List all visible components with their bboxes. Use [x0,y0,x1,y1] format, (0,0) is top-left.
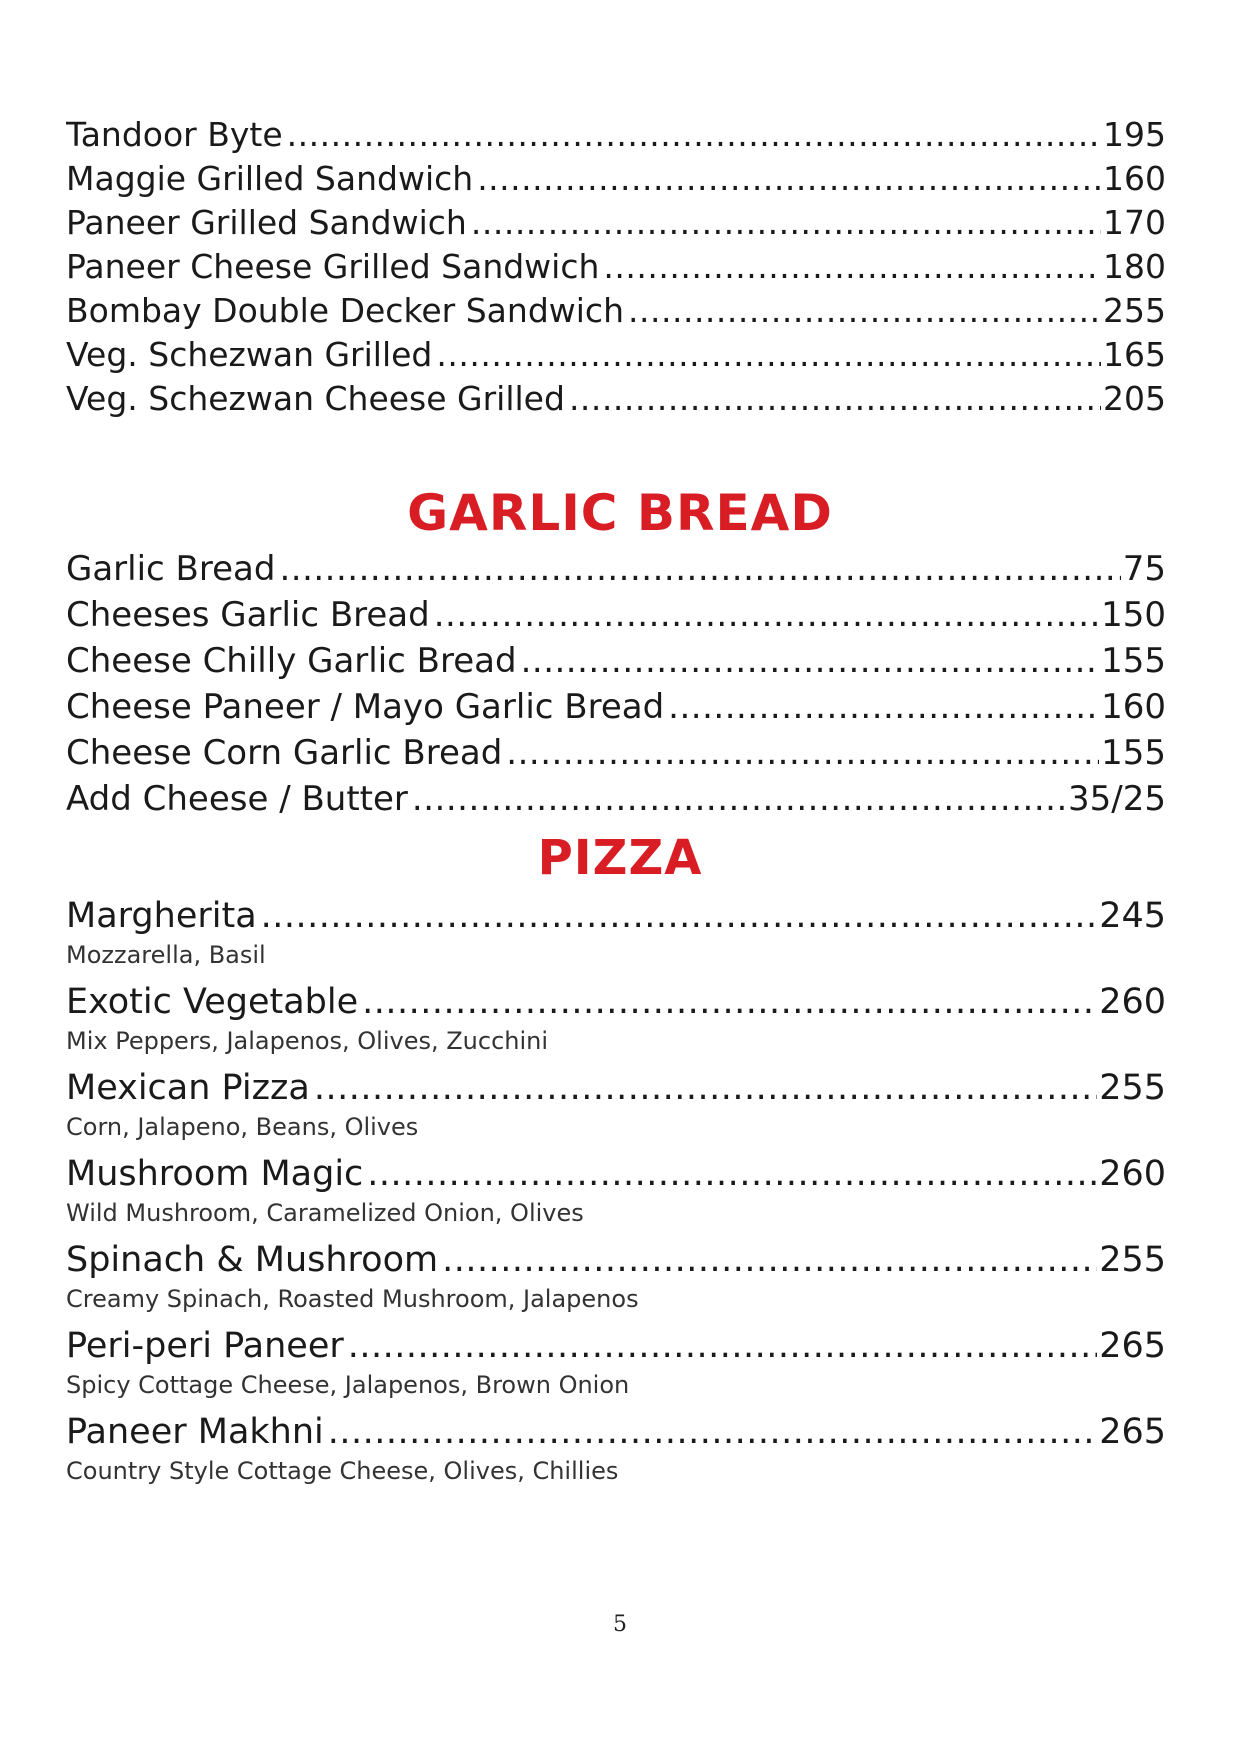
item-name: Add Cheese / Butter [66,779,408,819]
item-price: 155 [1101,733,1166,773]
menu-item [66,892,1166,978]
dot-leader [362,978,1097,1026]
menu-item [66,546,1166,592]
dot-leader [314,1064,1097,1112]
garlic-bread-list [66,546,1166,822]
menu-item [66,1322,1166,1408]
item-price: 150 [1101,595,1166,635]
item-price: 265 [1099,1326,1166,1366]
dot-leader [328,1408,1097,1456]
item-name: Mushroom Magic [66,1154,364,1194]
dot-leader [506,730,1099,776]
item-price: 255 [1103,291,1166,330]
item-name: Paneer Grilled Sandwich [66,203,467,242]
menu-item [66,113,1166,157]
item-name: Spinach & Mushroom [66,1240,439,1280]
menu-item [66,289,1166,333]
item-price: 260 [1099,982,1166,1022]
dot-leader [279,546,1120,592]
item-name: Veg. Schezwan Grilled [66,335,433,374]
sandwich-list [66,113,1166,421]
dot-leader [471,201,1101,245]
menu-item [66,1236,1166,1322]
item-price: 255 [1099,1240,1166,1280]
item-description: Mix Peppers, Jalapenos, Olives, Zucchini [66,1027,549,1055]
dot-leader [628,289,1101,333]
item-price: 165 [1103,335,1166,374]
menu-item [66,333,1166,377]
garlic-bread-heading: GARLIC BREAD [407,484,833,542]
pizza-list [66,892,1166,1494]
dot-leader [434,592,1099,638]
menu-item [66,245,1166,289]
dot-leader [261,892,1098,940]
dot-leader [436,333,1101,377]
item-name: Paneer Makhni [66,1412,324,1452]
item-price: 265 [1099,1412,1166,1452]
item-description: Spicy Cottage Cheese, Jalapenos, Brown Onion [66,1371,630,1399]
menu-item [66,157,1166,201]
item-price: 245 [1099,896,1166,936]
item-price: 260 [1099,1154,1166,1194]
page-number: 5 [613,1612,627,1637]
pizza-heading: PIZZA [537,830,703,886]
item-description: Creamy Spinach, Roasted Mushroom, Jalapenos [66,1285,639,1313]
item-name: Maggie Grilled Sandwich [66,159,474,198]
menu-item [66,1150,1166,1236]
item-name: Mexican Pizza [66,1068,310,1108]
dot-leader [367,1150,1097,1198]
dot-leader [477,157,1101,201]
item-name: Exotic Vegetable [66,982,359,1022]
dot-leader [287,113,1101,157]
item-price: 205 [1103,379,1166,418]
menu-item [66,201,1166,245]
dot-leader [569,377,1101,421]
menu-item [66,592,1166,638]
item-description: Mozzarella, Basil [66,941,266,969]
item-price: 160 [1101,687,1166,727]
item-price: 75 [1122,549,1166,589]
item-description: Country Style Cottage Cheese, Olives, Chillies [66,1457,619,1485]
item-description: Corn, Jalapeno, Beans, Olives [66,1113,419,1141]
item-name: Veg. Schezwan Cheese Grilled [66,379,565,418]
menu-item [66,978,1166,1064]
menu-item [66,377,1166,421]
item-name: Garlic Bread [66,549,276,589]
menu-item [66,730,1166,776]
dot-leader [668,684,1099,730]
item-name: Tandoor Byte [66,115,283,154]
menu-item [66,684,1166,730]
menu-item [66,1408,1166,1494]
item-name: Cheese Corn Garlic Bread [66,733,503,773]
item-description: Wild Mushroom, Caramelized Onion, Olives [66,1199,584,1227]
item-price: 255 [1099,1068,1166,1108]
item-price: 160 [1103,159,1166,198]
item-name: Cheese Chilly Garlic Bread [66,641,517,681]
item-name: Cheeses Garlic Bread [66,595,430,635]
item-name: Cheese Paneer / Mayo Garlic Bread [66,687,665,727]
dot-leader [348,1322,1097,1370]
dot-leader [442,1236,1097,1284]
item-name: Peri-peri Paneer [66,1326,344,1366]
menu-item [66,1064,1166,1150]
dot-leader [412,776,1066,822]
item-name: Paneer Cheese Grilled Sandwich [66,247,600,286]
item-price: 155 [1101,641,1166,681]
item-price: 195 [1103,115,1166,154]
item-name: Margherita [66,896,257,936]
dot-leader [603,245,1101,289]
item-name: Bombay Double Decker Sandwich [66,291,624,330]
menu-item [66,776,1166,822]
item-price: 35/25 [1068,779,1166,819]
item-price: 180 [1103,247,1166,286]
dot-leader [521,638,1100,684]
menu-item [66,638,1166,684]
item-price: 170 [1103,203,1166,242]
